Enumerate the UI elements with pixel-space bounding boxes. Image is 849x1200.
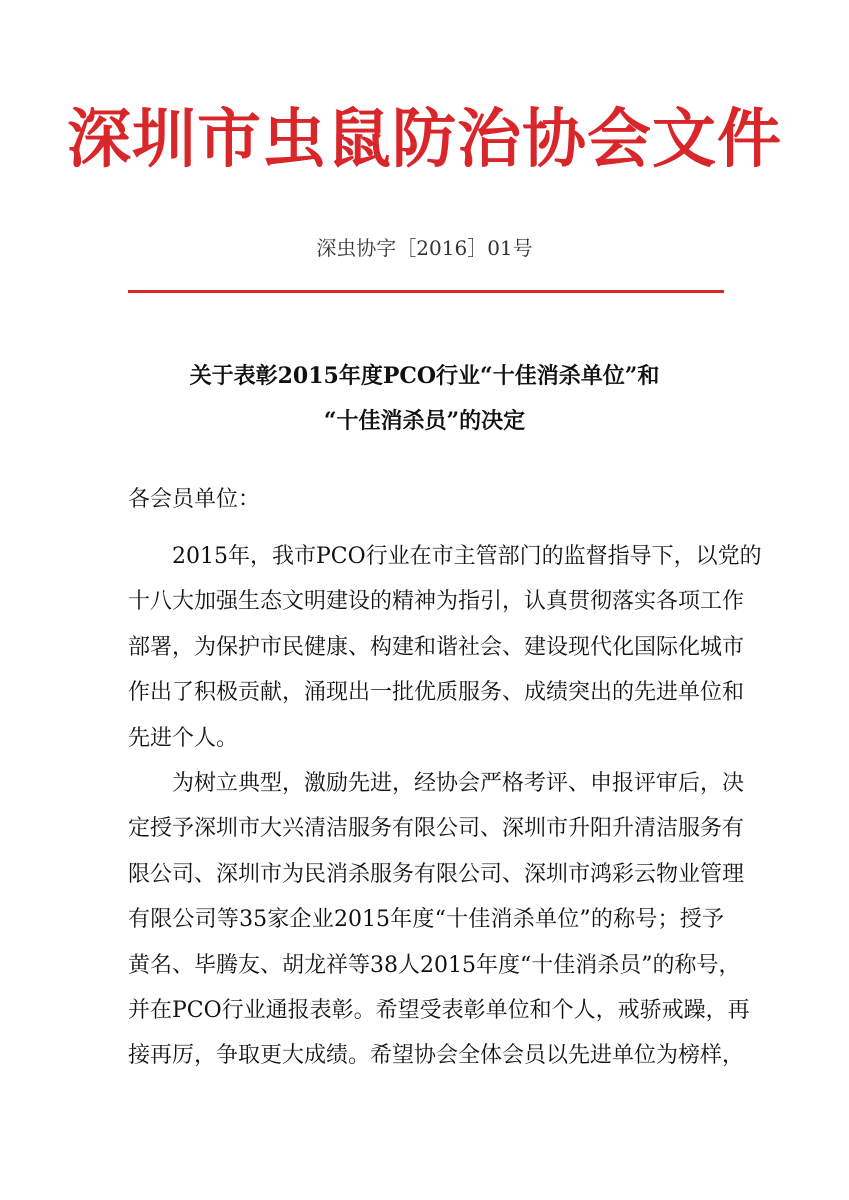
header-divider: [128, 290, 724, 293]
subject-line-2: “十佳消杀员”的决定: [323, 408, 526, 434]
document-number: 深虫协字［2016］01号: [316, 236, 533, 260]
document-header-title: 深圳市虫鼠防治协会文件: [67, 102, 782, 177]
paragraph-2-line: 限公司、深圳市为民消杀服务有限公司、深圳市鸿彩云物业管理: [128, 861, 745, 887]
paragraph-2-line: 为树立典型，激励先进，经协会严格考评、申报评审后，决: [172, 771, 745, 797]
paragraph-1-line: 作出了积极贡献，涌现出一批优质服务、成绩突出的先进单位和: [128, 680, 745, 706]
paragraph-1-line: 部署，为保护市民健康、构建和谐社会、建设现代化国际化城市: [128, 634, 745, 660]
paragraph-2-line: 并在PCO行业通报表彰。希望受表彰单位和个人，戒骄戒躁，再: [128, 998, 750, 1024]
paragraph-2-line: 黄名、毕腾友、胡龙祥等38人2015年度“十佳消杀员”的称号，: [128, 952, 741, 978]
paragraph-1-line: 先进个人。: [128, 725, 239, 751]
paragraph-2-line: 定授予深圳市大兴清洁服务有限公司、深圳市升阳升清洁服务有: [128, 816, 745, 842]
salutation: 各会员单位：: [128, 487, 261, 512]
paragraph-2-line: 有限公司等35家企业2015年度“十佳消杀单位”的称号；授予: [128, 907, 724, 933]
paragraph-1-line: 十八大加强生态文明建设的精神为指引，认真贯彻落实各项工作: [128, 589, 745, 615]
document-subject: [0, 354, 849, 444]
paragraph-2-line: 接再厉，争取更大成绩。希望协会全体会员以先进单位为榜样，: [128, 1043, 745, 1069]
paragraph-1-line: 2015年，我市PCO行业在市主管部门的监督指导下，以党的: [172, 544, 762, 569]
subject-line-1: 关于表彰2015年度PCO行业“十佳消杀单位”和: [189, 363, 660, 389]
document-body: [128, 534, 762, 1079]
